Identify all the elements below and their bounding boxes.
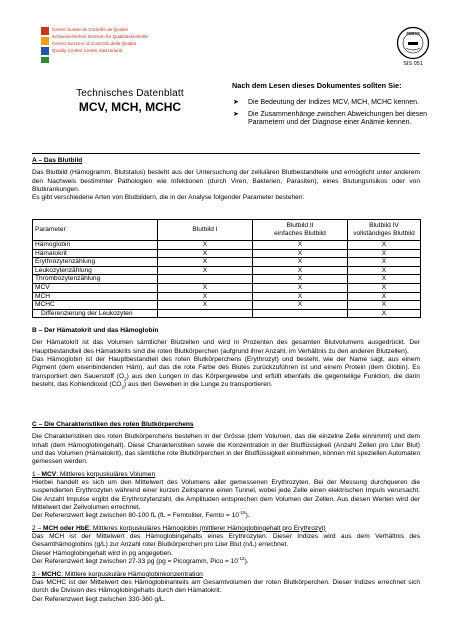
section-b xyxy=(32,327,420,389)
swiss-accreditation-seal-icon xyxy=(396,26,430,60)
table-check-cell xyxy=(253,309,348,318)
blood-count-table xyxy=(32,219,421,318)
mch-text-2: Dieser Hämoglobingehalt wird in pg angegeben. xyxy=(32,549,173,557)
table-check-cell: X xyxy=(348,258,421,267)
table-row xyxy=(33,258,421,267)
table-check-cell: X xyxy=(348,275,421,284)
logo-line-en: Quality Control Centre Switzerland xyxy=(52,48,123,53)
title-line-2: MCV, MCH, MCHC xyxy=(78,100,182,114)
table-parameter-cell: Hämoglobin xyxy=(33,241,158,250)
table-check-cell: X xyxy=(158,292,253,301)
table-check-cell: X xyxy=(348,301,421,310)
section-a-heading: A – Das Blutbild xyxy=(32,157,83,164)
table-parameter-cell: Hämatokrit xyxy=(33,249,158,258)
logo-line-it: Centro Svizzero di Controllo della Qualità xyxy=(52,41,137,46)
mch-text: Das MCH ist der Mittelwert des Hämoglobingehalts eines Erythrozyten. Dieser Indizes wird aus dem Verhältnis des Gesamthämoglobins (g/L) zur Anzahl roter Blutkörperchen pro Liter Blut (n/L) errechnet. xyxy=(32,533,420,549)
learning-goals-title: Nach dem Lesen dieses Dokumentes sollten Sie: xyxy=(232,81,402,90)
table-check-cell: X xyxy=(253,283,348,292)
table-row xyxy=(33,292,421,301)
table-header-row xyxy=(33,220,421,241)
table-row xyxy=(33,275,421,284)
table-check-cell: X xyxy=(253,249,348,258)
section-c xyxy=(32,421,420,604)
logo-line-de: Schweizerisches Zentrum für Qualitätskontrolle xyxy=(52,34,148,39)
table-header-cell: Blutbild II einfaches Blutbild xyxy=(253,220,348,241)
mch-heading: 2 – MCH oder HbE: Mittleres korpuskuläres Hämoglobin (mittlerer Hämoglobingehalt pro Erythrozyt) xyxy=(32,524,326,532)
document-title xyxy=(40,88,220,114)
learning-goals-list xyxy=(232,99,437,131)
table-check-cell: X xyxy=(348,266,421,275)
logo-line-fr: Centre Suisse de Contrôle de Qualité xyxy=(52,27,129,32)
table-check-cell: X xyxy=(253,301,348,310)
table-check-cell: X xyxy=(158,266,253,275)
table-row xyxy=(33,283,421,292)
mcv-text: Hierbei handelt es sich um den Mittelwert des Volumens aller gemessenen Erythrozyten. Bei der Messung durchqueren die suspendierten Erythrozyten während einer kurzen Zeitspanne einen Tunnel, wobei jede Zelle einen elektrischen Impuls verursacht. Die Anzahl Impulse ergibt die Erythrozytenzahl, die Amplituden entsprechen dem Volumen der Zellen. Aus diesen Werten wird der Mittelwert der Zellvolumen errechnet. xyxy=(32,479,420,512)
mcv-reference: Der Referenzwert liegt zwischen 80-100 fL (fL = Femtoliter, Femto = $10^{-15}$). xyxy=(32,510,250,520)
section-c-heading: C – Die Charakteristiken des roten Blutkörperchens xyxy=(32,421,194,428)
mchc-heading: 3 - MCHC: Mittlere korpuskuläre Hämoglobinkonzentration xyxy=(32,570,203,578)
seal-label: SIS 051 xyxy=(403,61,423,67)
arrow-bullet-icon: ➤ xyxy=(233,99,239,106)
section-a-text-2: Es gibt verschiedene Arten von Blutbildern, die in der Analyse folgender Parameter bestehen: xyxy=(32,194,305,202)
table-parameter-cell: MCHC xyxy=(33,301,158,310)
table-check-cell xyxy=(158,275,253,284)
section-a xyxy=(32,157,420,203)
table-check-cell: X xyxy=(253,241,348,250)
logo-square-blue xyxy=(41,47,49,55)
cscq-logo xyxy=(41,27,181,65)
table-row xyxy=(33,266,421,275)
header-divider xyxy=(32,153,420,154)
section-c-intro: Die Charakteristiken des roten Blutkörperchens bestehen in der Grösse (dem Volumen, das die einzelne Zelle einnimmt) und dem Inhalt (dem Hämoglobingehalt). Diese Charakteristiken sowie die Konzentration in der Blutflüssigkeit (Anzahl Zellen pro Liter Blut) und das Volumen (Hämatokrit), das sämtliche rote Blutkörperchen in der Blutflüssigkeit einnehmen, können mit speziellen Automaten gemessen werden. xyxy=(32,433,420,466)
table-check-cell: X xyxy=(253,275,348,284)
table-header-cell: Blutbild I xyxy=(158,220,253,241)
mch-reference: Der Referenzwert liegt zwischen 27-33 pg (pg = Picogramm, Pico = $10^{-12}$). xyxy=(32,555,249,566)
table-header-cell: Parameter xyxy=(33,220,158,241)
table-check-cell: X xyxy=(158,301,253,310)
svg-text:SWISS: SWISS xyxy=(406,31,420,36)
title-line-1: Technisches Datenblatt xyxy=(76,88,184,99)
learning-goal-item: ➤ Die Bedeutung der Indizes MCV, MCH, MCHC kennen. xyxy=(233,99,419,106)
table-parameter-cell: MCV xyxy=(33,283,158,292)
table-check-cell: X xyxy=(348,292,421,301)
mchc-reference: Der Referenzwert liegt zwischen 330-360 g/L. xyxy=(32,595,166,603)
section-a-text: Das Blutbild (Hämogramm, Blutstatus) besteht aus der Untersuchung der zellulären Blutbestandteile und ermöglicht unter anderem den Nachweis bestimmter Pathologien wie Infektionen (durch Viren, Bakterien, Parasiten), eines Blutungsrisikos oder von Blutkrankungen. xyxy=(32,169,420,194)
logo-square-orange xyxy=(41,37,49,45)
table-check-cell: X xyxy=(158,249,253,258)
table-check-cell: X xyxy=(253,292,348,301)
table-row xyxy=(33,309,421,318)
table-check-cell: X xyxy=(348,309,421,318)
table-check-cell: X xyxy=(348,241,421,250)
arrow-bullet-icon: ➤ xyxy=(233,110,239,118)
section-b-paragraph-2: Das Hämoglobin ist der Hauptbestandteil des roten Blutkörperchens (Erythrozyt) und besteht, wie der Name sagt, aus einem Pigment (dem eisenbindenden Häm), auf das die rote Farbe des Blutes zurückzuführen ist und einem Protein (dem Globin). Es transportiert den Sauerstoff $(O_2)$ aus den Lungen in das Körpergewebe und erfüllt ebenfalls die gegenteilige Funktion, die darin besteht, das Kohlendioxid $(CO_2)$ aus den Geweben in die Lunge zu transportieren. xyxy=(32,356,420,390)
table-check-cell: X xyxy=(158,258,253,267)
table-parameter-cell: MCH xyxy=(33,292,158,301)
table-check-cell: X xyxy=(348,249,421,258)
table-row xyxy=(33,301,421,310)
mchc-text: Das MCHC ist der Mittelwert des Hämoglobinanteils am Gesamtvolumen der roten Blutkörperchen. Dieser Indizes errechnet sich durch die Division des Hämoglobingehalts durch den Hämatokrit. xyxy=(32,578,420,595)
table-parameter-cell: Differenzierung der Leukozyten xyxy=(33,309,158,318)
table-header-cell: Blutbild IV vollständiges Blutbild xyxy=(348,220,421,241)
table-row xyxy=(33,241,421,250)
section-b-heading: B – Der Hämatokrit und das Hämoglobin xyxy=(32,327,159,334)
learning-goal-item: ➤ Die Zusammenhänge zwischen Abweichungen bei diesen Parametern und der Diagnose einer Anämie kennen. xyxy=(233,110,427,127)
table-check-cell xyxy=(158,309,253,318)
table-check-cell: X xyxy=(348,283,421,292)
section-b-paragraph-1: Der Hämatokrit ist das Volumen sämtlicher Blutzellen und wird in Prozenten des gesamten Blutvolumens ausgedrückt. Der Hauptbestandteil des Hämatokrits sind die roten Blutkörperchen (aufgrund ihrer Anzahl, im Verhältnis zu den anderen Blutzellen). xyxy=(32,339,420,355)
table-parameter-cell: Erythrozytenzählung xyxy=(33,258,158,267)
table-check-cell: X xyxy=(158,283,253,292)
table-check-cell: X xyxy=(158,241,253,250)
logo-square-red xyxy=(41,27,49,35)
table-row xyxy=(33,249,421,258)
mcv-heading: 1 - MCV: Mittleres korpuskuläres Volumen xyxy=(32,470,156,478)
table-parameter-cell: Thrombozytenzählung xyxy=(33,275,158,284)
table-check-cell: X xyxy=(253,266,348,275)
table-check-cell: X xyxy=(253,258,348,267)
table-parameter-cell: Leukozytenzählung xyxy=(33,266,158,275)
logo-square-green xyxy=(41,57,49,63)
